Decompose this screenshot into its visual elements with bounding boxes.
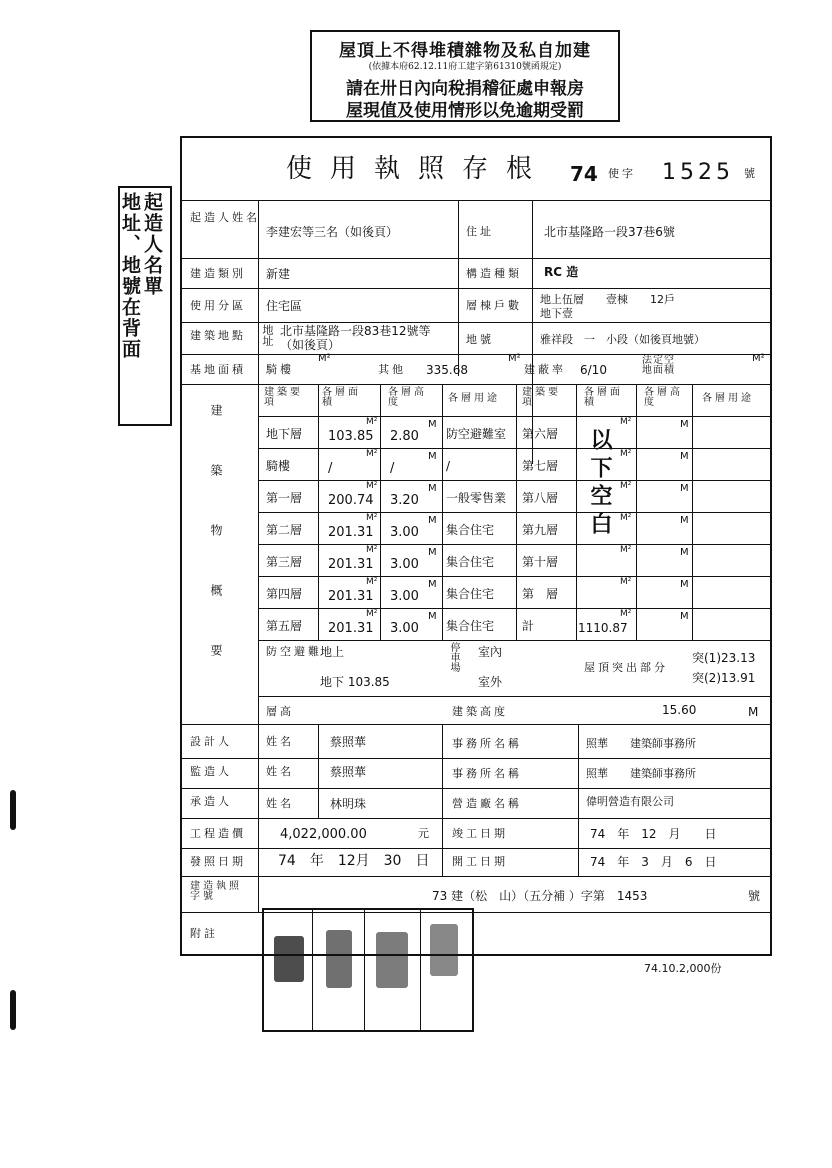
zone-value: 住宅區 — [266, 299, 303, 313]
permit-year: 74 — [570, 162, 598, 186]
start-label: 開工日期 — [452, 855, 508, 868]
stamp-line-4: 屋現值及使用情形以免逾期受罰 — [346, 101, 584, 121]
parking-out: 室外 — [478, 675, 503, 689]
shelter-label: 防空避難 — [266, 645, 322, 658]
height-unit-r: M — [680, 611, 689, 622]
table-row-line — [258, 608, 770, 609]
col-item-header: 建築要項 — [264, 387, 303, 408]
building-height-unit: M — [748, 705, 759, 719]
permit-type: 使字 — [608, 167, 636, 180]
area-unit-r: M² — [620, 481, 632, 491]
floors-label: 層棟戶數 — [466, 299, 522, 312]
open-space-label: 法定空地面積 — [642, 355, 675, 376]
table-row-area: 201.31 — [328, 525, 374, 540]
table-row-area: 201.31 — [328, 589, 374, 604]
side-stamp-col-1: 起造人名單 — [141, 192, 163, 297]
permit-number: 1525 — [662, 160, 734, 185]
table-row-line — [258, 480, 770, 481]
building-height-label: 建築高度 — [452, 705, 508, 718]
issue-date: 74 年 12月 30 日 — [278, 853, 430, 869]
supervisor-name: 蔡照華 — [330, 765, 367, 779]
table-row-height: 3.00 — [390, 557, 419, 572]
stamp-line-1: 屋頂上不得堆積雜物及私自加建 — [339, 41, 591, 61]
height-unit: M — [428, 451, 437, 462]
height-unit: M — [428, 483, 437, 494]
height-unit-r: M — [680, 483, 689, 494]
height-unit: M — [428, 547, 437, 558]
table-row-item-r: 第八層 — [522, 491, 559, 505]
table-row-area: 201.31 — [328, 557, 374, 572]
cost-value: 4,022,000.00 — [280, 827, 367, 842]
base-area-label: 基地面積 — [190, 363, 246, 376]
lot-label: 地號 — [466, 333, 494, 346]
height-unit-r: M — [680, 451, 689, 462]
roof-label: 屋頂突出部分 — [584, 661, 668, 674]
table-row-line — [258, 448, 770, 449]
permit-value: 73 建（松 山）（五分補 ）字第 1453 — [432, 889, 648, 903]
col-area-header: 各層面積 — [322, 387, 361, 408]
table-row-use: 一般零售業 — [446, 491, 507, 505]
designer-name: 蔡照華 — [330, 735, 367, 749]
table-row-use: 集合住宅 — [446, 587, 495, 601]
side-stamp-col-2: 地址、地號在背面 — [119, 192, 141, 360]
structure-value: RC 造 — [544, 265, 579, 279]
table-row-use: 集合住宅 — [446, 555, 495, 569]
table-row-area: / — [328, 461, 333, 476]
address-value: 北市基隆路一段37巷6號 — [544, 225, 675, 239]
table-row-line — [258, 544, 770, 545]
site-addr-value: 北市基隆路一段83巷12號等（如後頁） — [280, 324, 431, 353]
area-unit: M² — [366, 481, 378, 491]
area-unit-r: M² — [620, 449, 632, 459]
area-unit: M² — [366, 545, 378, 555]
note-label: 附註 — [190, 927, 218, 940]
page-title: 使用執照存根 — [286, 154, 551, 184]
designer-office: 照華 建築師事務所 — [586, 737, 696, 750]
section-label: 建築物概要 — [209, 404, 223, 704]
designer-office-label: 事務所名稱 — [452, 737, 522, 750]
shelter-above: 地上 — [320, 645, 345, 659]
table-row-item: 第三層 — [266, 555, 303, 569]
height-unit-r: M — [680, 579, 689, 590]
table-row-item-r: 計 — [522, 619, 535, 633]
area-unit: M² — [366, 609, 378, 619]
zone-label: 使用分區 — [190, 299, 246, 312]
height-unit: M — [428, 515, 437, 526]
table-row-line — [258, 640, 770, 641]
coverage-label: 建蔽率 — [524, 363, 566, 376]
scan-edge-mark — [10, 990, 16, 1030]
seal-mark — [376, 932, 408, 988]
contractor-label: 承造人 — [190, 795, 232, 808]
table-row-area: 103.85 — [328, 429, 374, 444]
start-date: 74 年 3 月 6 日 — [590, 855, 717, 869]
footer-code: 74.10.2,000份 — [644, 962, 722, 975]
col-use-header-r: 各層用途 — [702, 393, 754, 404]
table-row-line — [258, 512, 770, 513]
table-row-item-r: 第六層 — [522, 427, 559, 441]
table-row-line — [258, 576, 770, 577]
col-height-header-r: 各層高度 — [644, 387, 683, 408]
parking-in: 室內 — [478, 645, 503, 659]
cost-label: 工程造價 — [190, 827, 246, 840]
contractor-company-label: 營造廠名稱 — [452, 797, 522, 810]
supervisor-office: 照華 建築師事務所 — [586, 767, 696, 780]
other-label: 其他 — [378, 363, 406, 376]
building-height-value: 15.60 — [662, 703, 697, 717]
area-unit: M² — [366, 577, 378, 587]
table-row-item: 第四層 — [266, 587, 303, 601]
height-unit: M — [428, 579, 437, 590]
table-row-item-r: 第九層 — [522, 523, 559, 537]
col-use-header: 各層用途 — [448, 393, 500, 404]
area-unit: M² — [366, 417, 378, 427]
site-label: 建築地點 — [190, 329, 246, 342]
approval-seals — [262, 908, 474, 1032]
blank-note: 以下空白 — [587, 428, 612, 540]
open-space-unit: M² — [752, 353, 765, 364]
contractor-name: 林明珠 — [330, 797, 367, 811]
roof-2: 突(2)13.91 — [692, 671, 756, 685]
stamp-line-3: 請在卅日內向稅捐稽征處申報房 — [346, 79, 584, 99]
structure-label: 構造種類 — [466, 267, 522, 280]
designer-label: 設計人 — [190, 735, 232, 748]
table-row-item-r: 第十層 — [522, 555, 559, 569]
table-row-height: / — [390, 461, 395, 476]
roof-1: 突(1)23.13 — [692, 651, 756, 665]
table-row-use: / — [446, 459, 451, 473]
height-unit-r: M — [680, 515, 689, 526]
table-row-item: 第五層 — [266, 619, 303, 633]
applicant-list-stamp — [118, 186, 172, 426]
supervisor-office-label: 事務所名稱 — [452, 767, 522, 780]
table-row-line — [258, 416, 770, 417]
contractor-company: 偉明營造有限公司 — [586, 795, 674, 808]
parking-label: 停車場 — [448, 642, 459, 672]
scan-edge-mark — [10, 790, 16, 830]
applicant-label: 起造人姓名 — [190, 211, 260, 224]
table-row-area: 201.31 — [328, 621, 374, 636]
table-row-item: 騎樓 — [266, 459, 291, 473]
table-row-item-r: 第七層 — [522, 459, 559, 473]
floors-value-1: 地上伍層 壹棟 12戶 — [540, 293, 675, 306]
contractor-name-label: 姓名 — [266, 797, 294, 810]
area-unit-r: M² — [620, 609, 632, 619]
table-row-height: 3.20 — [390, 493, 419, 508]
area-unit-r: M² — [620, 545, 632, 555]
area-unit-r: M² — [620, 417, 632, 427]
build-type-label: 建造類別 — [190, 267, 246, 280]
cost-unit: 元 — [418, 827, 432, 840]
table-row-height: 3.00 — [390, 589, 419, 604]
table-row-use: 集合住宅 — [446, 523, 495, 537]
seal-mark — [430, 924, 458, 976]
area-unit-r: M² — [620, 577, 632, 587]
permit-suffix-2: 號 — [748, 889, 761, 903]
table-row-item: 第二層 — [266, 523, 303, 537]
site-addr-label: 地址 — [261, 324, 274, 346]
table-row-item-r: 第 層 — [522, 587, 559, 601]
issue-label: 發照日期 — [190, 855, 246, 868]
area-unit: M² — [366, 513, 378, 523]
arcade-label: 騎樓 — [266, 363, 294, 376]
regulation-stamp — [310, 30, 620, 122]
permit-stub-form — [180, 136, 772, 956]
other-value: 335.68 — [426, 363, 468, 377]
table-row-item: 第一層 — [266, 491, 303, 505]
col-height-header: 各層高度 — [388, 387, 427, 408]
lot-value: 雅祥段 一 小段（如後頁地號） — [540, 333, 705, 346]
permit-label: 建造執照字號 — [190, 881, 242, 902]
table-row-item: 地下層 — [266, 427, 303, 441]
height-unit: M — [428, 611, 437, 622]
applicant-value: 李建宏等三名（如後頁） — [266, 225, 399, 239]
area-unit-r: M² — [620, 513, 632, 523]
address-label: 住址 — [466, 225, 494, 238]
floor-height-label: 層高 — [266, 705, 294, 718]
stamp-line-2: (依據本府62.12.11府工建字第61310號函規定) — [368, 62, 562, 72]
coverage-value: 6/10 — [580, 363, 607, 377]
complete-date: 74 年 12 月 日 — [590, 827, 717, 841]
table-row-height: 2.80 — [390, 429, 419, 444]
designer-name-label: 姓名 — [266, 735, 294, 748]
area-unit: M² — [366, 449, 378, 459]
col-area-header-r: 各層面積 — [584, 387, 623, 408]
arcade-unit: M² — [318, 353, 331, 364]
height-unit: M — [428, 419, 437, 430]
height-unit-r: M — [680, 547, 689, 558]
floors-value-2: 地下壹 — [540, 307, 573, 320]
height-unit-r: M — [680, 419, 689, 430]
col-item-header-r: 建築要項 — [522, 387, 561, 408]
shelter-below: 地下 103.85 — [320, 675, 390, 689]
table-row-height: 3.00 — [390, 525, 419, 540]
other-unit: M² — [508, 353, 521, 364]
table-row-use: 集合住宅 — [446, 619, 495, 633]
table-row-height: 3.00 — [390, 621, 419, 636]
supervisor-label: 監造人 — [190, 765, 232, 778]
build-type-value: 新建 — [266, 267, 291, 281]
total-area: 1110.87 — [578, 621, 628, 635]
permit-suffix: 號 — [744, 167, 758, 180]
table-row-area: 200.74 — [328, 493, 374, 508]
table-row-use: 防空避難室 — [446, 427, 507, 441]
seal-mark — [274, 936, 304, 982]
complete-label: 竣工日期 — [452, 827, 508, 840]
supervisor-name-label: 姓名 — [266, 765, 294, 778]
seal-mark — [326, 930, 352, 988]
